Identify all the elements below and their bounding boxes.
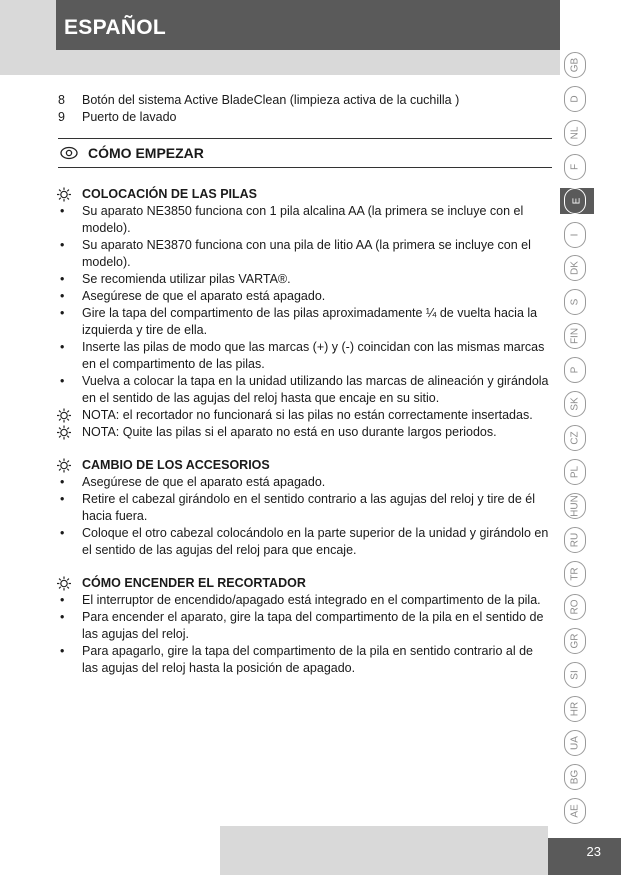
bullet-dot: • <box>60 526 65 540</box>
language-tab-label: BG <box>569 769 581 785</box>
language-tab-label: NL <box>569 126 581 140</box>
bullet-dot: • <box>60 644 65 658</box>
language-tab-d[interactable] <box>564 86 586 112</box>
language-tab-ae[interactable] <box>564 798 586 824</box>
bullet-text: Su aparato NE3870 funciona con una pila de litio AA (la primera se incluye con el modelo). <box>82 238 531 269</box>
language-tab-f[interactable] <box>564 154 586 180</box>
subsection-title: COLOCACIÓN DE LAS PILAS <box>82 187 258 201</box>
language-tab-label: PL <box>569 465 581 478</box>
bullet-text: Retire el cabezal girándolo en el sentido contrario a las agujas del reloj y tire de él hacia fuera. <box>82 492 536 523</box>
language-tab-label: HR <box>569 701 581 717</box>
language-tab-gb[interactable] <box>564 52 586 78</box>
language-tab-s[interactable] <box>564 289 586 315</box>
language-tab-label: E <box>571 197 583 204</box>
language-tab-label: SK <box>569 397 581 411</box>
subsection-heading <box>58 457 552 474</box>
subsection-title: CAMBIO DE LOS ACCESORIOS <box>82 458 270 472</box>
bullet-dot: • <box>60 272 65 286</box>
language-tab-e[interactable] <box>560 188 594 214</box>
note-text: NOTA: Quite las pilas si el aparato no está en uso durante largos periodos. <box>82 425 497 439</box>
bullet-text: Inserte las pilas de modo que las marcas (+) y (-) coincidan con las mismas marcas en el compartimento de las pilas. <box>82 340 545 371</box>
sun-icon <box>56 575 72 591</box>
bullet-item <box>58 339 552 373</box>
bullet-text: El interruptor de encendido/apagado está integrado en el compartimento de la pila. <box>82 593 541 607</box>
main-content <box>58 92 552 677</box>
item-text: Puerto de lavado <box>82 110 177 124</box>
bullet-text: Para apagarlo, gire la tapa del compartimento de la pila en sentido contrario al de las agujas del reloj hasta la posición de apagado. <box>82 644 533 675</box>
sun-icon <box>56 457 72 473</box>
language-tab-label: UA <box>569 736 581 750</box>
language-tab-hun[interactable] <box>564 493 586 519</box>
language-tab-ru[interactable] <box>564 527 586 553</box>
bullet-text: Para encender el aparato, gire la tapa del compartimento de la pila en el sentido de las agujas del reloj. <box>82 610 544 641</box>
bullet-item <box>58 643 552 677</box>
bullet-item <box>58 237 552 271</box>
bullet-item <box>58 271 552 288</box>
bullet-item <box>58 491 552 525</box>
language-tab-label: DK <box>569 261 581 276</box>
language-tab-dk[interactable] <box>564 255 586 281</box>
bullet-text: Vuelva a colocar la tapa en la unidad utilizando las marcas de alineación y girándola en el sentido de las agujas del reloj hasta que encaje en su sitio. <box>82 374 549 405</box>
language-tab-label: AE <box>569 804 581 818</box>
page-number-box <box>548 838 621 875</box>
language-tab-label: I <box>569 233 581 236</box>
bullet-text: Gire la tapa del compartimento de las pilas aproximadamente ¼ de vuelta hacia la izquierda y tire de ella. <box>82 306 538 337</box>
sun-icon <box>56 424 72 440</box>
bullet-item <box>58 609 552 643</box>
bullet-dot: • <box>60 374 65 388</box>
language-tab-label: CZ <box>569 431 581 445</box>
language-tab-tr[interactable] <box>564 561 586 587</box>
subsection-heading <box>58 186 552 203</box>
language-tab-label: P <box>569 366 581 374</box>
language-tab-i[interactable] <box>564 222 586 248</box>
language-tab-bg[interactable] <box>564 764 586 790</box>
bullet-dot: • <box>60 289 65 303</box>
bullet-dot: • <box>60 610 65 624</box>
note-text: NOTA: el recortador no funcionará si las pilas no están correctamente insertadas. <box>82 408 533 422</box>
language-tab-si[interactable] <box>564 662 586 688</box>
bullet-item <box>58 474 552 491</box>
language-tab-label: HUN <box>569 494 581 517</box>
bullet-item <box>58 525 552 559</box>
language-tab-label: RO <box>569 599 581 615</box>
header-bar <box>56 0 560 50</box>
bullet-dot: • <box>60 204 65 218</box>
language-tab-sk[interactable] <box>564 391 586 417</box>
bullet-text: Asegúrese de que el aparato está apagado. <box>82 475 326 489</box>
note-item <box>58 407 552 424</box>
language-tab-label: TR <box>569 566 581 581</box>
language-tab-nl[interactable] <box>564 120 586 146</box>
bullet-item <box>58 203 552 237</box>
bottom-band <box>220 826 548 875</box>
bullet-item <box>58 373 552 407</box>
language-tab-p[interactable] <box>564 357 586 383</box>
language-tab-label: D <box>569 95 581 103</box>
section-title: CÓMO EMPEZAR <box>88 144 204 161</box>
language-tab-label: SI <box>569 670 581 680</box>
bullet-dot: • <box>60 340 65 354</box>
subsections <box>58 186 552 677</box>
language-tab-ua[interactable] <box>564 730 586 756</box>
page-title: ESPAÑOL <box>64 16 167 39</box>
bullet-dot: • <box>60 593 65 607</box>
item-number: 9 <box>58 110 65 124</box>
bullet-dot: • <box>60 492 65 506</box>
list-item <box>58 109 552 126</box>
language-tab-fin[interactable] <box>564 323 586 349</box>
item-number: 8 <box>58 93 65 107</box>
bullet-item <box>58 288 552 305</box>
bullet-text: Asegúrese de que el aparato está apagado. <box>82 289 326 303</box>
language-tab-gr[interactable] <box>564 628 586 654</box>
list-item <box>58 92 552 109</box>
bullet-text: Coloque el otro cabezal colocándolo en la parte superior de la unidad y girándolo en el sentido de las agujas del reloj para que encaje. <box>82 526 549 557</box>
subsection-heading <box>58 575 552 592</box>
bullet-dot: • <box>60 475 65 489</box>
language-tab-label: F <box>569 163 581 170</box>
bullet-text: Su aparato NE3850 funciona con 1 pila alcalina AA (la primera se incluye con el modelo). <box>82 204 524 235</box>
bullet-dot: • <box>60 306 65 320</box>
language-tab-strip <box>560 48 592 830</box>
language-tab-pl[interactable] <box>564 459 586 485</box>
bullet-text: Se recomienda utilizar pilas VARTA®. <box>82 272 291 286</box>
language-tab-cz[interactable] <box>564 425 586 451</box>
page-number: 23 <box>586 844 601 859</box>
bullet-dot: • <box>60 238 65 252</box>
sun-icon <box>56 186 72 202</box>
language-tab-hr[interactable] <box>564 696 586 722</box>
subsection-title: CÓMO ENCENDER EL RECORTADOR <box>82 576 306 590</box>
eye-icon <box>60 146 78 160</box>
language-tab-label: RU <box>569 532 581 547</box>
note-item <box>58 424 552 441</box>
language-tab-label: GR <box>569 633 581 649</box>
bullet-item <box>58 305 552 339</box>
language-tab-ro[interactable] <box>564 594 586 620</box>
bullet-item <box>58 592 552 609</box>
language-tab-label: FIN <box>569 328 581 345</box>
section-heading <box>58 139 552 168</box>
item-text: Botón del sistema Active BladeClean (limpieza activa de la cuchilla ) <box>82 93 460 107</box>
language-tab-label: S <box>569 298 581 306</box>
language-tab-label: GB <box>569 57 581 73</box>
sun-icon <box>56 407 72 423</box>
